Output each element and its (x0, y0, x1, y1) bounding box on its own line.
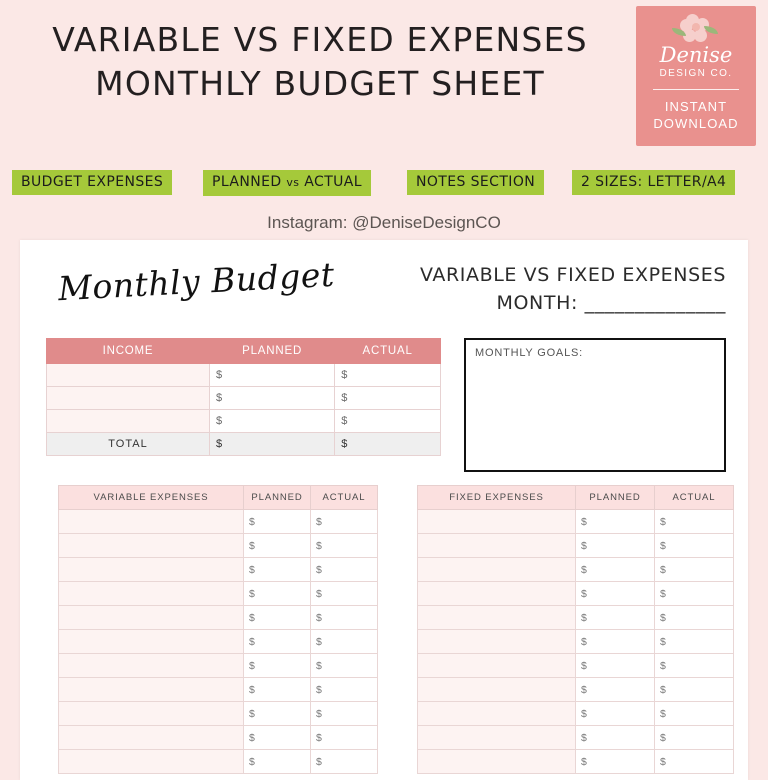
table-row[interactable] (418, 702, 734, 726)
badge-budget-expenses: BUDGET EXPENSES (12, 170, 172, 195)
page-title-line2: MONTHLY BUDGET SHEET (95, 64, 545, 103)
fixed-planned-cell[interactable]: $ (576, 750, 655, 774)
income-total-actual[interactable]: $ (335, 433, 441, 456)
fixed-planned-cell[interactable]: $ (576, 678, 655, 702)
logo-divider (653, 89, 739, 90)
feature-badges (0, 170, 768, 196)
fixed-actual-cell[interactable]: $ (655, 558, 734, 582)
variable-name-cell[interactable] (59, 750, 244, 774)
sheet-heading (420, 264, 726, 314)
table-row[interactable] (47, 410, 441, 433)
fixed-actual-cell[interactable]: $ (655, 510, 734, 534)
variable-planned-cell[interactable]: $ (244, 726, 311, 750)
cta-line2: DOWNLOAD (653, 116, 739, 131)
fixed-rows (418, 510, 734, 774)
variable-col-planned: PLANNED (244, 486, 311, 510)
fixed-name-cell[interactable] (418, 750, 576, 774)
fixed-planned-cell[interactable]: $ (576, 510, 655, 534)
table-row[interactable] (59, 702, 378, 726)
fixed-name-cell[interactable] (418, 558, 576, 582)
badge-planned-label: PLANNED (212, 174, 282, 190)
income-table (46, 338, 441, 456)
variable-planned-cell[interactable]: $ (244, 534, 311, 558)
income-actual-cell[interactable]: $ (335, 410, 441, 433)
variable-planned-cell[interactable]: $ (244, 558, 311, 582)
variable-planned-cell[interactable]: $ (244, 582, 311, 606)
income-total-planned[interactable]: $ (210, 433, 335, 456)
variable-expenses-table (58, 485, 378, 774)
badge-actual-label: ACTUAL (304, 174, 362, 190)
variable-planned-cell[interactable]: $ (244, 750, 311, 774)
fixed-col-planned: PLANNED (576, 486, 655, 510)
monthly-goals-label: MONTHLY GOALS: (475, 347, 583, 359)
variable-planned-cell[interactable]: $ (244, 630, 311, 654)
variable-name-cell[interactable] (59, 630, 244, 654)
instagram-handle: Instagram: @DeniseDesignCO (267, 213, 501, 232)
variable-header-row (59, 486, 378, 510)
badge-planned-vs-actual (203, 170, 371, 196)
table-row[interactable] (47, 387, 441, 410)
fixed-header-row (418, 486, 734, 510)
income-col-income: INCOME (47, 339, 210, 364)
variable-name-cell[interactable] (59, 726, 244, 750)
fixed-planned-cell[interactable]: $ (576, 558, 655, 582)
fixed-actual-cell[interactable]: $ (655, 654, 734, 678)
fixed-name-cell[interactable] (418, 582, 576, 606)
fixed-actual-cell[interactable]: $ (655, 702, 734, 726)
variable-actual-cell[interactable]: $ (311, 582, 378, 606)
table-row[interactable] (418, 558, 734, 582)
variable-name-cell[interactable] (59, 654, 244, 678)
variable-name-cell[interactable] (59, 534, 244, 558)
badge-vs-label: vs (286, 176, 300, 189)
table-row[interactable] (418, 534, 734, 558)
fixed-expenses-table (417, 485, 734, 774)
sheet-heading-month: MONTH: ______________ (496, 292, 726, 314)
income-planned-cell[interactable]: $ (210, 410, 335, 433)
page-header (0, 0, 768, 152)
table-row[interactable] (59, 726, 378, 750)
variable-actual-cell[interactable]: $ (311, 726, 378, 750)
badge-sizes: 2 SIZES: LETTER/A4 (572, 170, 735, 195)
fixed-actual-cell[interactable]: $ (655, 606, 734, 630)
fixed-name-cell[interactable] (418, 702, 576, 726)
income-col-planned: PLANNED (210, 339, 335, 364)
variable-planned-cell[interactable]: $ (244, 702, 311, 726)
monthly-goals-box[interactable] (464, 338, 726, 472)
fixed-name-cell[interactable] (418, 678, 576, 702)
variable-col-name: VARIABLE EXPENSES (59, 486, 244, 510)
variable-planned-cell[interactable]: $ (244, 654, 311, 678)
income-col-actual: ACTUAL (335, 339, 441, 364)
brand-name: Denise (659, 43, 733, 67)
variable-planned-cell[interactable]: $ (244, 606, 311, 630)
fixed-planned-cell[interactable]: $ (576, 582, 655, 606)
table-row[interactable] (418, 654, 734, 678)
fixed-actual-cell[interactable]: $ (655, 750, 734, 774)
table-row[interactable] (59, 654, 378, 678)
fixed-name-cell[interactable] (418, 726, 576, 750)
variable-col-actual: ACTUAL (311, 486, 378, 510)
income-actual-cell[interactable]: $ (335, 387, 441, 410)
variable-name-cell[interactable] (59, 558, 244, 582)
variable-actual-cell[interactable]: $ (311, 678, 378, 702)
brand-subtitle: DESIGN CO. (659, 68, 733, 79)
variable-actual-cell[interactable]: $ (311, 606, 378, 630)
table-row[interactable] (418, 630, 734, 654)
variable-actual-cell[interactable]: $ (311, 630, 378, 654)
title-block (0, 18, 640, 106)
variable-name-cell[interactable] (59, 678, 244, 702)
variable-actual-cell[interactable]: $ (311, 654, 378, 678)
fixed-name-cell[interactable] (418, 510, 576, 534)
fixed-planned-cell[interactable]: $ (576, 630, 655, 654)
variable-actual-cell[interactable]: $ (311, 702, 378, 726)
table-row[interactable] (59, 534, 378, 558)
page-title-line1: VARIABLE VS FIXED EXPENSES (52, 20, 588, 59)
table-row[interactable] (47, 364, 441, 387)
fixed-col-actual: ACTUAL (655, 486, 734, 510)
variable-planned-cell[interactable]: $ (244, 510, 311, 534)
variable-actual-cell[interactable]: $ (311, 750, 378, 774)
fixed-planned-cell[interactable]: $ (576, 726, 655, 750)
variable-name-cell[interactable] (59, 510, 244, 534)
income-name-cell[interactable] (47, 387, 210, 410)
cta-line1: INSTANT (664, 99, 728, 114)
brand-logo-badge (636, 6, 756, 146)
table-row[interactable] (59, 510, 378, 534)
variable-actual-cell[interactable]: $ (311, 558, 378, 582)
income-total-label: TOTAL (47, 433, 210, 456)
table-row[interactable] (59, 606, 378, 630)
budget-sheet (20, 240, 748, 780)
fixed-actual-cell[interactable]: $ (655, 678, 734, 702)
fixed-actual-cell[interactable]: $ (655, 630, 734, 654)
fixed-actual-cell[interactable]: $ (655, 582, 734, 606)
fixed-name-cell[interactable] (418, 654, 576, 678)
variable-actual-cell[interactable]: $ (311, 510, 378, 534)
variable-rows (59, 510, 378, 774)
fixed-actual-cell[interactable]: $ (655, 534, 734, 558)
sheet-script-title: Monthly Budget (57, 254, 336, 309)
table-row[interactable] (418, 582, 734, 606)
fixed-actual-cell[interactable]: $ (655, 726, 734, 750)
table-row[interactable] (418, 726, 734, 750)
table-row[interactable] (418, 606, 734, 630)
fixed-planned-cell[interactable]: $ (576, 702, 655, 726)
table-row[interactable] (418, 510, 734, 534)
flower-icon (636, 12, 756, 42)
variable-name-cell[interactable] (59, 702, 244, 726)
fixed-col-name: FIXED EXPENSES (418, 486, 576, 510)
variable-actual-cell[interactable]: $ (311, 534, 378, 558)
variable-expenses-section (58, 485, 378, 774)
sheet-heading-line1: VARIABLE VS FIXED EXPENSES (420, 264, 726, 286)
income-name-cell[interactable] (47, 364, 210, 387)
fixed-expenses-section (417, 485, 734, 774)
fixed-planned-cell[interactable]: $ (576, 534, 655, 558)
table-row[interactable] (59, 678, 378, 702)
fixed-name-cell[interactable] (418, 606, 576, 630)
income-total-row (47, 433, 441, 456)
income-name-cell[interactable] (47, 410, 210, 433)
variable-planned-cell[interactable]: $ (244, 678, 311, 702)
table-row[interactable] (59, 582, 378, 606)
table-row[interactable] (59, 558, 378, 582)
fixed-name-cell[interactable] (418, 630, 576, 654)
variable-name-cell[interactable] (59, 582, 244, 606)
variable-name-cell[interactable] (59, 606, 244, 630)
badge-notes-section: NOTES SECTION (407, 170, 544, 195)
income-actual-cell[interactable]: $ (335, 364, 441, 387)
income-planned-cell[interactable]: $ (210, 387, 335, 410)
table-row[interactable] (59, 750, 378, 774)
income-header-row (47, 339, 441, 364)
income-planned-cell[interactable]: $ (210, 364, 335, 387)
table-row[interactable] (418, 750, 734, 774)
fixed-planned-cell[interactable]: $ (576, 654, 655, 678)
table-row[interactable] (59, 630, 378, 654)
fixed-name-cell[interactable] (418, 534, 576, 558)
table-row[interactable] (418, 678, 734, 702)
fixed-planned-cell[interactable]: $ (576, 606, 655, 630)
